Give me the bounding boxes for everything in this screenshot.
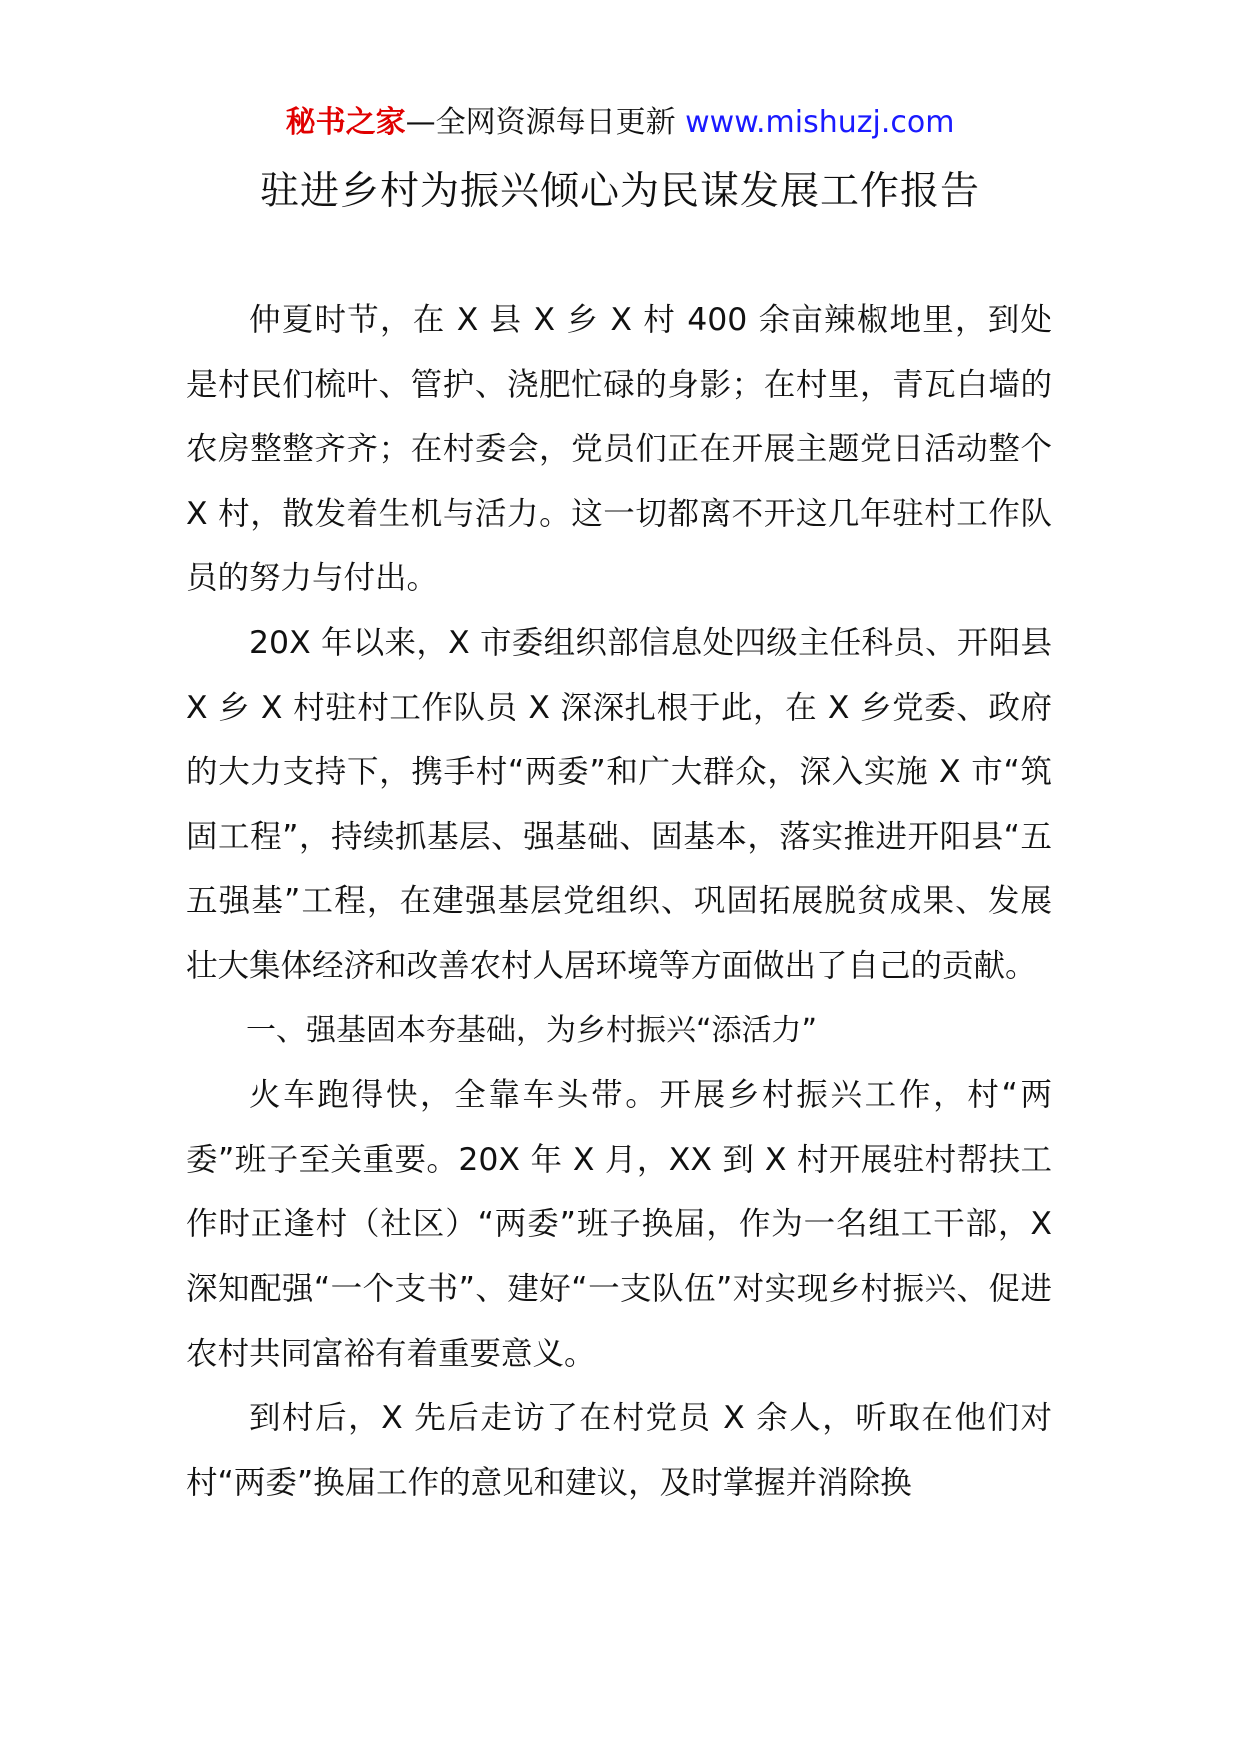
site-url-link[interactable]: www.mishuzj.com [685, 105, 955, 140]
paragraph: 到村后，X 先后走访了在村党员 X 余人，听取在他们对村“两委”换届工作的意见和建议，及时掌握并消除换 [186, 1400, 1052, 1501]
site-header [0, 102, 1240, 144]
paragraph: 火车跑得快，全靠车头带。开展乡村振兴工作，村“两委”班子至关重要。20X 年 X 月，XX 到 X 村开展驻村帮扶工作时正逢村（社区）“两委”班子换届，作为一名组工干部，X 深知配强“一个支书”、建好“一支队伍”对实现乡村振兴、促进农村共同富裕有着重要意义。 [186, 1077, 1052, 1372]
paragraph: 20X 年以来，X 市委组织部信息处四级主任科员、开阳县 X 乡 X 村驻村工作队员 X 深深扎根于此，在 X 乡党委、政府的大力支持下，携手村“两委”和广大群众，深入实施 X 市“筑固工程”，持续抓基层、强基础、固基本，落实推进开阳县“五五强基”工程，在建强基层党组织、巩固拓展脱贫成果、发展壮大集体经济和改善农村人居环境等方面做出了自己的贡献。 [186, 624, 1052, 984]
document-title: 驻进乡村为振兴倾心为民谋发展工作报告 [259, 169, 980, 214]
site-slogan: —全网资源每日更新 [405, 105, 676, 140]
document-body [186, 288, 1052, 1515]
paragraph: 仲夏时节，在 X 县 X 乡 X 村 400 余亩辣椒地里，到处是村民们梳叶、管护、浇肥忙碌的身影；在村里，青瓦白墙的农房整整齐齐；在村委会，党员们正在开展主题党日活动整个 X 村，散发着生机与活力。这一切都离不开这几年驻村工作队员的努力与付出。 [186, 302, 1052, 597]
site-brand: 秘书之家 [285, 105, 406, 140]
section-heading: 一、强基固本夯基础，为乡村振兴“添活力” [246, 1012, 818, 1048]
